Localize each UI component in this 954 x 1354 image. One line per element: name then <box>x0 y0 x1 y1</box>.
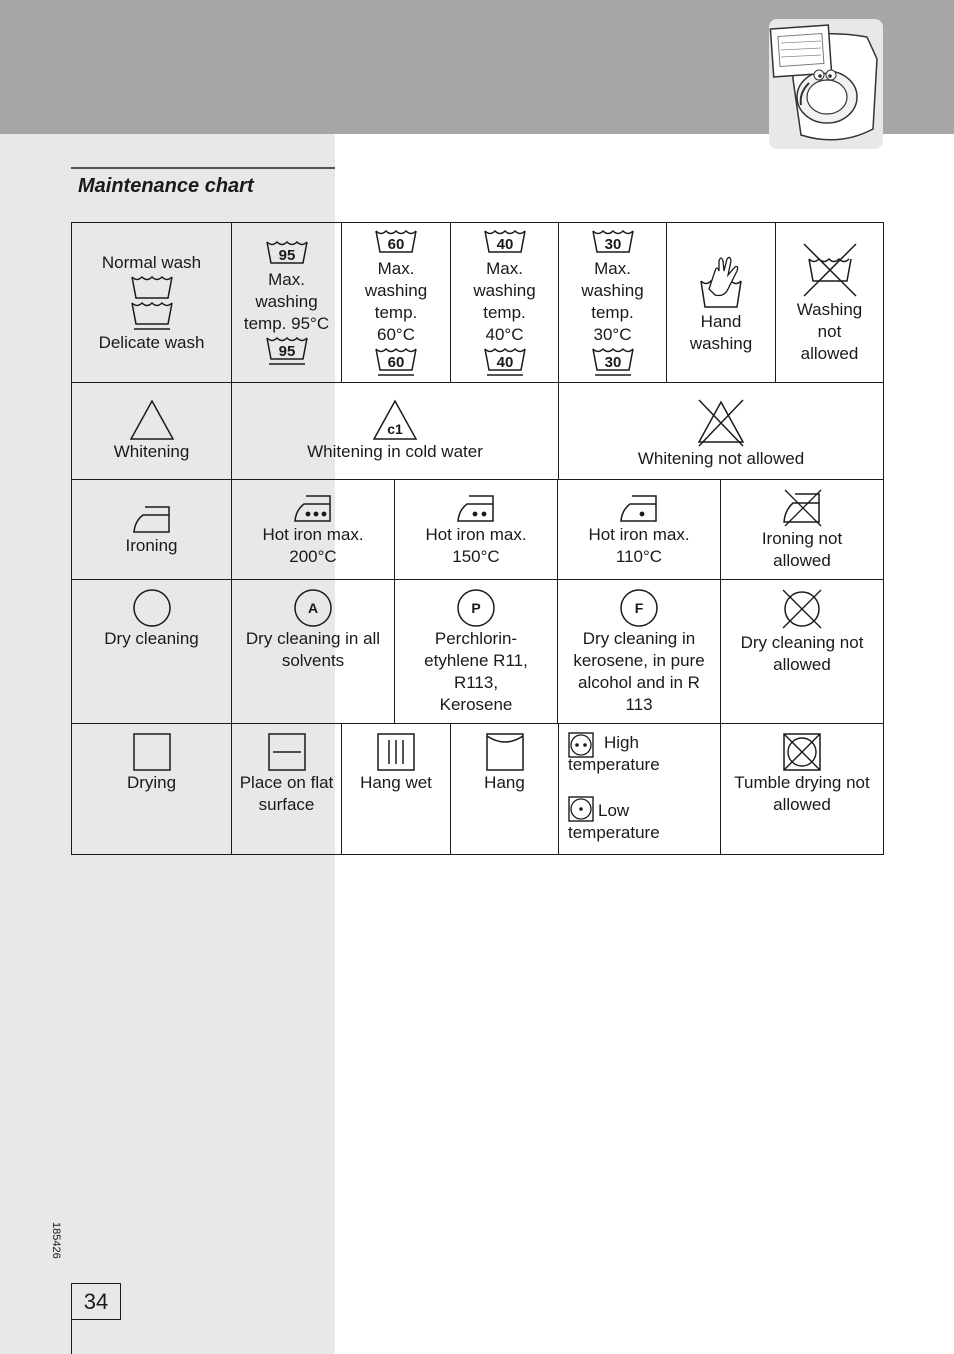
wash-30-number: 30 <box>604 235 621 253</box>
temp95-label: Max. washing temp. 95°C <box>243 269 330 333</box>
drip-drying-icon <box>376 732 416 772</box>
whitening-cold-symbol: c1 <box>387 421 403 437</box>
whitening-triangle-icon <box>129 399 175 441</box>
cell-dry-cleaning-not-allowed <box>720 579 884 724</box>
hang-wet-label: Hang wet <box>360 773 432 792</box>
hand-washing-label: Hand washing <box>689 311 753 353</box>
cell-iron-150 <box>394 479 558 580</box>
dry-clean-p-letter: P <box>471 600 481 616</box>
line-drying-icon <box>485 732 525 772</box>
delicate-wash-label: Delicate wash <box>98 332 205 352</box>
iron-three-dots-icon <box>292 492 334 524</box>
whitening-not-allowed-label: Whitening not allowed <box>637 449 805 468</box>
page-number: 34 <box>71 1283 121 1320</box>
whitening-cold-icon <box>372 399 418 441</box>
hand-wash-icon <box>697 251 745 311</box>
iron-200-label: Hot iron max. 200°C <box>262 524 364 566</box>
wash-95-icon <box>264 239 310 269</box>
dry-clean-p-icon <box>456 588 496 628</box>
wash-60-delicate-icon <box>373 346 419 378</box>
dry-clean-f-icon <box>619 588 659 628</box>
wash-40-number: 40 <box>496 235 513 253</box>
wash-60-number: 60 <box>387 235 405 253</box>
dry-kerosene-label: Dry cleaning in kerosene, in pure alcohol and in R 113 <box>573 629 705 714</box>
cell-normal-delicate-wash <box>71 222 232 383</box>
document-code: 185426 <box>50 1222 62 1259</box>
cell-dry-kerosene <box>557 579 721 724</box>
wash-95-number: 95 <box>278 246 295 264</box>
cell-hang <box>450 723 559 855</box>
whitening-cold-label: Whitening in cold water <box>307 442 483 461</box>
wash-tub-icon <box>129 274 175 300</box>
ironing-label: Ironing <box>125 535 178 555</box>
title-rule <box>71 167 335 169</box>
iron-two-dots-icon <box>455 492 497 524</box>
drying-label: Drying <box>126 773 177 792</box>
cell-temp95 <box>231 222 342 383</box>
whitening-label: Whitening <box>113 442 190 461</box>
temp60-label: Max. washing temp. 60°C <box>364 258 428 344</box>
page-title: Maintenance chart <box>78 175 254 197</box>
dry-clean-a-letter: A <box>307 600 319 616</box>
cell-ironing-not-allowed <box>720 479 884 580</box>
whitening-not-allowed-icon <box>695 398 747 448</box>
ironing-not-allowed-label: Ironing not allowed <box>761 528 843 570</box>
dry-perchlor-label: Perchlorin-etyhlene R11, R113, Kerosene <box>424 629 528 714</box>
temp40-label: Max. washing temp. 40°C <box>473 258 536 344</box>
cell-whitening-not-allowed <box>558 382 884 480</box>
iron-one-dot-icon <box>618 492 660 524</box>
iron-110-label: Hot iron max. 110°C <box>588 524 690 566</box>
wash-40-delicate-icon <box>482 346 528 378</box>
temp30-label: Max. washing temp. 30°C <box>581 258 644 344</box>
cell-tumble-not-allowed <box>720 723 884 855</box>
dry-all-solvents-label: Dry cleaning in all solvents <box>245 629 381 670</box>
wash-95-delicate-icon <box>264 335 310 367</box>
cell-temp40 <box>450 222 559 383</box>
hang-label: Hang <box>484 773 525 792</box>
cell-flat-surface <box>231 723 342 855</box>
cell-drying <box>71 723 232 855</box>
dry-clean-a-icon <box>293 588 333 628</box>
wash-30-delicate-icon <box>590 346 636 378</box>
high-temp-label: High temperature <box>568 733 660 774</box>
wash-40-icon <box>482 228 528 258</box>
dry-cleaning-not-allowed-label: Dry cleaning not allowed <box>740 633 864 674</box>
iron-icon <box>131 503 173 535</box>
wash-30-icon <box>590 228 636 258</box>
wash-60-icon <box>373 228 419 258</box>
cell-hang-wet <box>341 723 451 855</box>
wash-95-delicate-number: 95 <box>278 342 295 360</box>
delicate-wash-tub-icon <box>129 300 175 332</box>
cell-dry-all-solvents <box>231 579 395 724</box>
cell-tumble-temps <box>558 723 721 855</box>
cell-whitening-cold <box>231 382 559 480</box>
washing-not-allowed-label: Washing not allowed <box>796 299 863 363</box>
washing-not-allowed-icon <box>801 241 859 299</box>
flat-drying-icon <box>267 732 307 772</box>
cell-dry-perchlor <box>394 579 558 724</box>
wash-40-delicate-number: 40 <box>496 353 513 371</box>
cell-iron-200 <box>231 479 395 580</box>
page-number-line <box>71 1320 72 1354</box>
cell-temp60 <box>341 222 451 383</box>
wash-30-delicate-number: 30 <box>604 353 621 371</box>
ironing-not-allowed-icon <box>781 488 823 528</box>
low-temp-label: Low temperature <box>568 801 660 842</box>
cell-iron-110 <box>557 479 721 580</box>
cell-temp30 <box>558 222 667 383</box>
cell-washing-not-allowed <box>775 222 884 383</box>
cell-ironing <box>71 479 232 580</box>
maintenance-chart <box>71 222 884 855</box>
drying-square-icon <box>132 732 172 772</box>
dry-cleaning-not-allowed-icon <box>779 586 825 632</box>
tumble-not-allowed-icon <box>782 732 822 772</box>
cell-dry-cleaning <box>71 579 232 724</box>
wash-60-delicate-number: 60 <box>387 353 405 371</box>
dry-cleaning-circle-icon <box>132 588 172 628</box>
normal-wash-label: Normal wash <box>101 252 202 272</box>
cell-hand-washing <box>666 222 776 383</box>
dry-cleaning-label: Dry cleaning <box>104 629 199 648</box>
dry-clean-f-letter: F <box>634 600 644 616</box>
washing-machine-mascot-icon <box>769 19 883 149</box>
iron-150-label: Hot iron max. 150°C <box>425 524 527 566</box>
cell-whitening <box>71 382 232 480</box>
tumble-not-allowed-label: Tumble drying not allowed <box>734 773 870 814</box>
flat-surface-label: Place on flat surface <box>239 773 334 814</box>
